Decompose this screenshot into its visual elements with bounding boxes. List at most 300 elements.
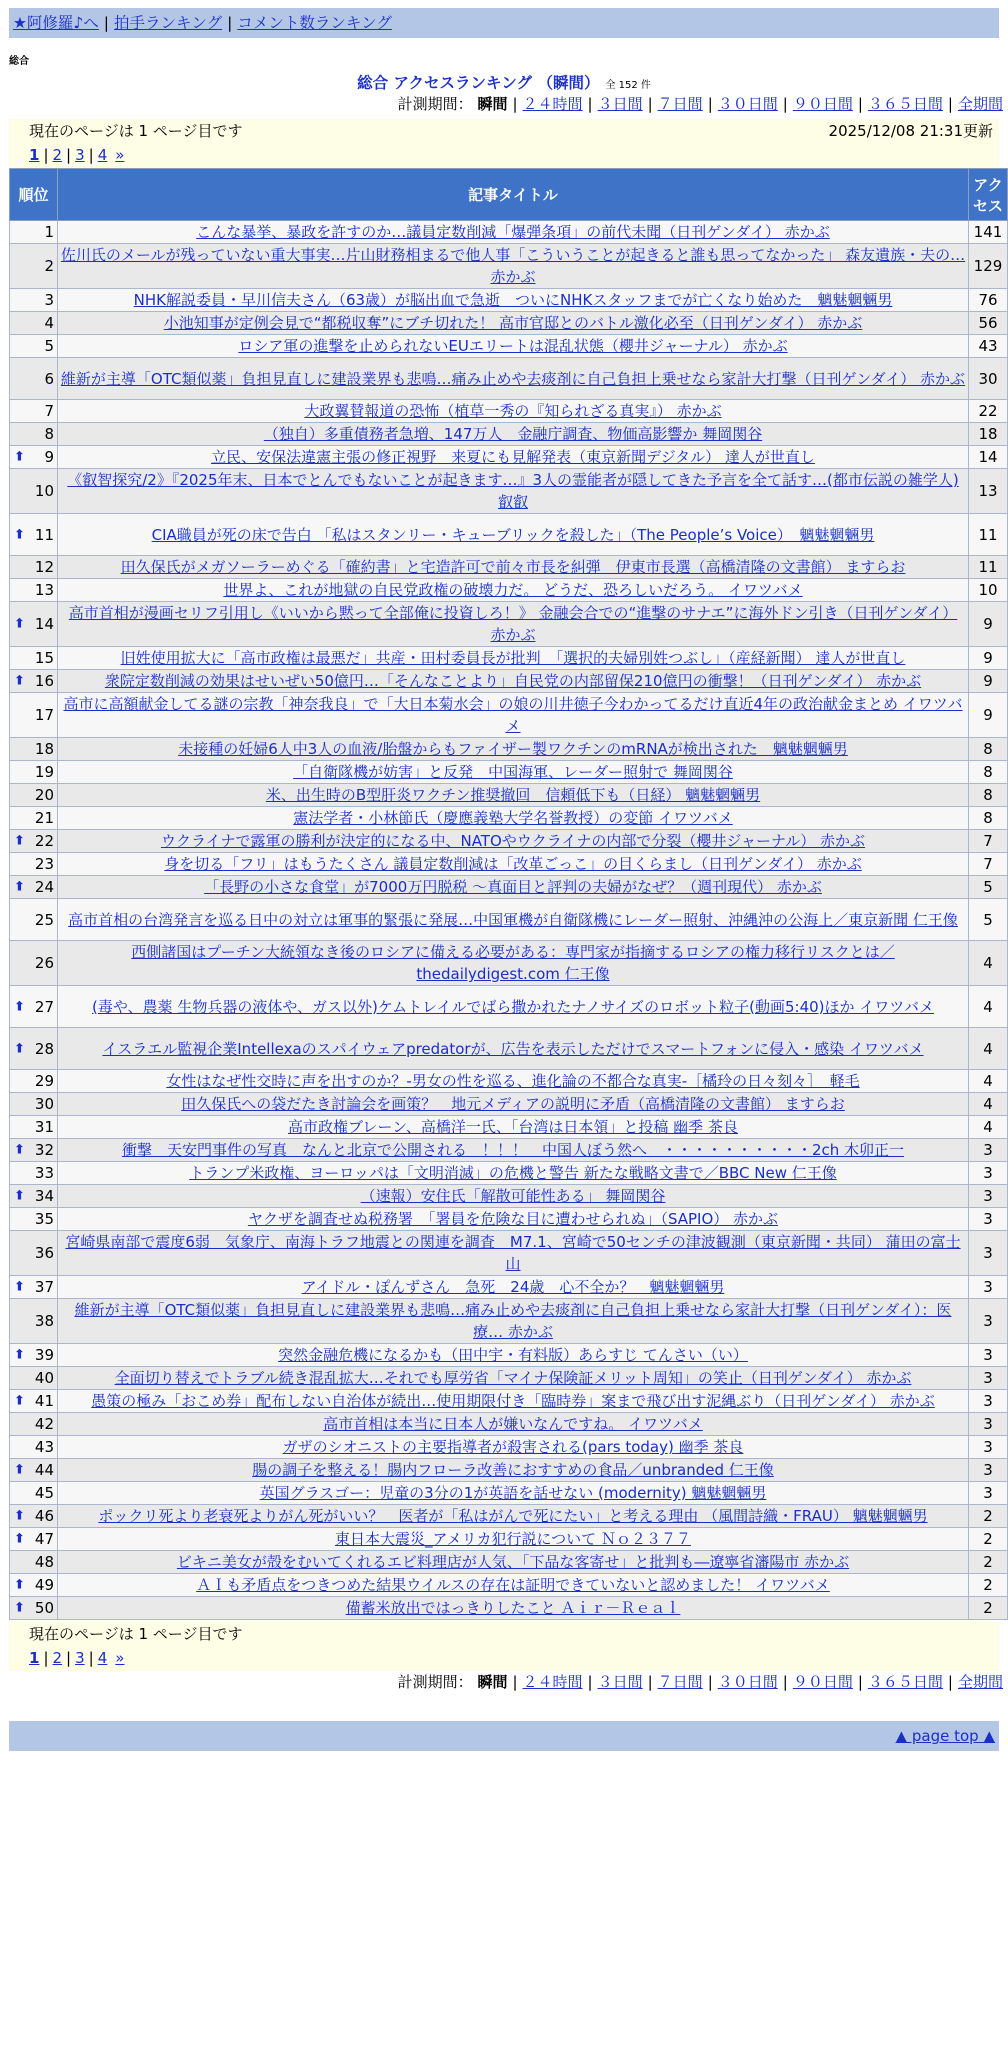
access-count: 3 [969, 1436, 1008, 1459]
article-link[interactable]: （独自）多重債務者急増、147万人 金融庁調査、物価高影響か 舞岡関谷 [263, 425, 763, 443]
article-link[interactable]: 佐川氏のメールが残っていない重大事実…片山財務相まるで他人事「こういうことが起きると誰も思ってなかった」 森友遺族・夫の… 赤かぶ [60, 246, 966, 286]
article-link[interactable]: 未接種の妊婦6人中3人の血液/胎盤からもファイザー製ワクチンのmRNAが検出された 魑魅魍魎男 [178, 740, 848, 758]
article-link[interactable]: ヤクザを調査せぬ税務署 「署員を危険な目に遭わせられぬ」（SAPIO） 赤かぶ [247, 1210, 779, 1228]
article-link[interactable]: ポックリ死より老衰死よりがん死がいい？ 医者が「私はがんで死にたい」と考える理由 （風間詩織・FRAU） 魑魅魍魎男 [98, 1507, 928, 1525]
access-count: 11 [969, 556, 1008, 579]
access-count: 141 [969, 221, 1008, 244]
title-cell [58, 1367, 969, 1390]
rank-number: 35 [34, 1210, 54, 1228]
rank-cell [10, 1208, 58, 1231]
next-page-link[interactable]: » [115, 1649, 125, 1667]
rank-number: 45 [34, 1484, 54, 1502]
title-cell [58, 1093, 969, 1116]
rank-number: 37 [34, 1278, 54, 1296]
rank-number: 25 [34, 910, 54, 929]
rank-cell [10, 289, 58, 312]
table-row [10, 647, 1008, 670]
table-row [10, 556, 1008, 579]
title-header: 記事タイトル [58, 169, 969, 221]
period-365d-link[interactable]: ３６５日間 [867, 1673, 943, 1691]
rank-number: 6 [44, 369, 54, 388]
rank-number: 28 [34, 1039, 54, 1058]
title-cell [58, 853, 969, 876]
article-link[interactable]: (毒や、農薬 生物兵器の液体や、ガス以外)ケムトレイルでばら撒かれたナノサイズのロボット粒子(動画5:40)ほか イワツバメ [92, 997, 934, 1016]
applause-ranking-link[interactable]: 拍手ランキング [114, 14, 223, 32]
title-cell [58, 1162, 969, 1185]
rank-cell [10, 469, 58, 514]
rank-cell [10, 986, 58, 1028]
article-link[interactable]: ウクライナで露軍の勝利が決定的になる中、NATOやウクライナの内部で分裂（櫻井ジャーナル） 赤かぶ [160, 832, 866, 850]
rank-cell [10, 446, 58, 469]
access-count: 9 [969, 670, 1008, 693]
title-cell [58, 289, 969, 312]
rank-up-arrow-icon: ⬆ [14, 999, 25, 1014]
article-link[interactable]: 立民、安保法違憲主張の修正視野 来夏にも見解発表（東京新聞デジタル） 達人が世直し [211, 448, 815, 466]
page-link-3[interactable]: 3 [75, 1649, 85, 1667]
table-row [10, 289, 1008, 312]
table-row [10, 221, 1008, 244]
access-header: アクセス [969, 169, 1008, 221]
category-label: 総合 [9, 56, 29, 67]
access-count: 3 [969, 1162, 1008, 1185]
access-count: 9 [969, 693, 1008, 738]
title-cell [58, 876, 969, 899]
rank-up-arrow-icon: ⬆ [14, 1142, 25, 1158]
table-row [10, 602, 1008, 647]
rank-number: 15 [34, 649, 54, 667]
article-link[interactable]: 小池知事が定例会見で“都税収奪”にブチ切れた！ 高市官邸とのバトル激化必至（日刊ゲンダイ） 赤かぶ [163, 314, 863, 332]
title-cell [58, 830, 969, 853]
rank-number: 27 [34, 997, 54, 1016]
title-cell [58, 1459, 969, 1482]
table-row [10, 986, 1008, 1028]
period-3d-link[interactable]: ３日間 [597, 1673, 643, 1691]
period-7d-link[interactable]: ７日間 [657, 95, 703, 113]
rank-number: 48 [34, 1553, 54, 1571]
rank-up-arrow-icon: ⬆ [14, 673, 25, 689]
table-row [10, 1093, 1008, 1116]
rank-number: 1 [44, 223, 54, 241]
table-row [10, 1574, 1008, 1597]
rank-cell [10, 1597, 58, 1620]
rank-number: 18 [34, 740, 54, 758]
rank-number: 30 [34, 1095, 54, 1113]
table-row [10, 469, 1008, 514]
article-link[interactable]: 維新が主導「OTC類似薬」負担見直しに建設業界も悲鳴…痛み止めや去痰剤に自己負担上乗せなら家計大打撃（日刊ゲンダイ）：医療… 赤かぶ [74, 1301, 952, 1341]
article-link[interactable]: ＡＩも矛盾点をつきつめた結果ウイルスの存在は証明できていないと認めました！ イワツバメ [196, 1576, 830, 1594]
access-count: 76 [969, 289, 1008, 312]
article-link[interactable]: 衝撃 天安門事件の写真 なんと北京で公開される ！！！ 中国人ぼう然へ ・・・・・・・・・・2ch 木卯正一 [121, 1141, 905, 1159]
rank-number: 49 [34, 1576, 54, 1594]
title-cell [58, 602, 969, 647]
table-row [10, 1116, 1008, 1139]
rank-up-arrow-icon: ⬆ [14, 1600, 25, 1616]
period-7d-link[interactable]: ７日間 [657, 1673, 703, 1691]
article-link[interactable]: ロシア軍の進撃を止められないEUエリートは混乱状態（櫻井ジャーナル） 赤かぶ [238, 337, 788, 355]
title-cell [58, 1551, 969, 1574]
rank-number: 31 [34, 1118, 54, 1136]
rank-cell [10, 1390, 58, 1413]
rank-cell [10, 1367, 58, 1390]
access-count: 129 [969, 244, 1008, 289]
title-cell [58, 423, 969, 446]
table-row [10, 1482, 1008, 1505]
rank-cell [10, 1459, 58, 1482]
article-link[interactable]: 東日本大震災_アメリカ犯行説について Ｎｏ２３７７ [335, 1530, 691, 1548]
article-link[interactable]: CIA職員が死の床で告白 「私はスタンリー・キューブリックを殺した」（The People’s Voice） 魑魅魍魎男 [151, 525, 875, 544]
article-link[interactable]: こんな暴挙、暴政を許すのか…議員定数削減「爆弾条項」の前代未聞（日刊ゲンダイ） 赤かぶ [196, 223, 830, 241]
rank-number: 23 [34, 855, 54, 873]
rank-up-arrow-icon: ⬆ [14, 1188, 25, 1204]
page-link-1[interactable]: 1 [29, 146, 40, 164]
period-30d-link[interactable]: ３０日間 [717, 1673, 778, 1691]
table-row [10, 1299, 1008, 1344]
article-link[interactable]: （速報）安住氏「解散可能性ある」 舞岡関谷 [360, 1187, 666, 1205]
table-row [10, 244, 1008, 289]
title-cell [58, 1574, 969, 1597]
rank-up-arrow-icon: ⬆ [14, 1347, 25, 1363]
access-count: 5 [969, 876, 1008, 899]
table-row [10, 738, 1008, 761]
article-link[interactable]: 「自衛隊機が妨害」と反発 中国海軍、レーダー照射で 舞岡関谷 [293, 763, 733, 781]
rank-cell [10, 1185, 58, 1208]
rank-cell [10, 1413, 58, 1436]
rank-cell [10, 1070, 58, 1093]
current-page-text: 現在のページは 1 ページ目です [29, 1625, 243, 1643]
access-count: 56 [969, 312, 1008, 335]
article-link[interactable]: ビキニ美女が殻をむいてくれるエビ料理店が人気、「下品な客寄せ」と批判も―遼寧省瀋陽市 赤かぶ [176, 1553, 850, 1571]
rank-cell [10, 423, 58, 446]
table-row [10, 853, 1008, 876]
rank-cell [10, 693, 58, 738]
updated-timestamp: 2025/12/08 21:31更新 [828, 122, 993, 140]
rank-number: 42 [34, 1415, 54, 1433]
table-row [10, 423, 1008, 446]
page-link-4[interactable]: 4 [97, 1649, 108, 1667]
rank-up-arrow-icon: ⬆ [14, 1577, 25, 1593]
period-selector-bottom: 計測期間： 瞬間 | ２４時間 | ３日間 | ７日間 | ３０日間 | ９０日間 | ３６５日間 | 全期間 [397, 1673, 1003, 1691]
page-title: 総合 アクセスランキング （瞬間） [357, 74, 600, 92]
access-count: 3 [969, 1208, 1008, 1231]
period-current: 瞬間 [477, 95, 508, 113]
rank-number: 29 [34, 1072, 54, 1090]
rank-cell [10, 647, 58, 670]
table-row [10, 514, 1008, 556]
title-cell [58, 1413, 969, 1436]
rank-cell [10, 1116, 58, 1139]
title-cell [58, 469, 969, 514]
rank-up-arrow-icon: ⬆ [14, 1279, 25, 1295]
table-row [10, 807, 1008, 830]
rank-cell [10, 1162, 58, 1185]
rank-number: 22 [34, 832, 54, 850]
article-link[interactable]: 全面切り替えでトラブル続き混乱拡大…それでも厚労省「マイナ保険証メリット周知」の笑止（日刊ゲンダイ） 赤かぶ [114, 1369, 912, 1387]
period-24h-link[interactable]: ２４時間 [522, 1673, 583, 1691]
access-count: 2 [969, 1551, 1008, 1574]
table-row [10, 1139, 1008, 1162]
rank-number: 19 [34, 763, 54, 781]
rank-number: 12 [34, 558, 54, 576]
table-row [10, 446, 1008, 469]
table-row [10, 1028, 1008, 1070]
rank-number: 24 [34, 878, 54, 896]
table-row [10, 1528, 1008, 1551]
access-count: 4 [969, 1093, 1008, 1116]
title-cell [58, 400, 969, 423]
access-count: 3 [969, 1276, 1008, 1299]
article-link[interactable]: 維新が主導「OTC類似薬」負担見直しに建設業界も悲鳴…痛み止めや去痰剤に自己負担上乗せなら家計大打撃（日刊ゲンダイ） 赤かぶ [60, 369, 966, 388]
article-link[interactable]: 大政翼賛報道の恐怖（植草一秀の『知られざる真実』） 赤かぶ [304, 402, 722, 420]
article-link[interactable]: NHK解説委員・早川信夫さん（63歳）が脳出血で急逝 ついにNHKスタッフまでが亡くなり始めた 魑魅魍魎男 [133, 291, 893, 309]
access-count: 3 [969, 1344, 1008, 1367]
title-cell [58, 1597, 969, 1620]
next-page-link[interactable]: » [115, 146, 125, 164]
access-count: 8 [969, 784, 1008, 807]
period-90d-link[interactable]: ９０日間 [792, 95, 853, 113]
access-count: 3 [969, 1367, 1008, 1390]
access-count: 4 [969, 1028, 1008, 1070]
table-row [10, 1185, 1008, 1208]
bottom-bar [9, 1721, 999, 1751]
article-link[interactable]: 突然金融危機になるかも（田中宇・有料版）あらすじ てんさい（い） [278, 1346, 748, 1364]
rank-number: 44 [34, 1461, 54, 1479]
rank-number: 36 [34, 1244, 54, 1262]
rank-cell [10, 1139, 58, 1162]
article-link[interactable]: 旧姓使用拡大に「高市政権は最悪だ」共産・田村委員長が批判 「選択的夫婦別姓つぶし」（産経新聞） 達人が世直し [120, 649, 906, 667]
title-cell [58, 1185, 969, 1208]
rank-cell [10, 1028, 58, 1070]
article-link[interactable]: ガザのシオニストの主要指導者が殺害される(pars today) 幽季 茶良 [282, 1438, 744, 1456]
title-cell [58, 1139, 969, 1162]
period-3d-link[interactable]: ３日間 [597, 95, 643, 113]
rank-up-arrow-icon: ⬆ [14, 616, 25, 632]
table-row [10, 358, 1008, 400]
rank-number: 38 [34, 1312, 54, 1330]
pagination: 1 | 2 | 3 | 4 » [29, 1649, 125, 1667]
table-row [10, 761, 1008, 784]
article-link[interactable]: 高市に高額献金してる謎の宗教「神奈我良」で「大日本菊水会」の娘の川井徳子今わかってるだけ直近4年の政治献金まとめ イワツバメ [63, 695, 963, 735]
rank-number: 17 [34, 706, 54, 724]
rank-number: 2 [44, 257, 54, 275]
period-365d-link[interactable]: ３６５日間 [867, 95, 943, 113]
rank-number: 21 [34, 809, 54, 827]
access-count: 30 [969, 358, 1008, 400]
rank-cell [10, 1482, 58, 1505]
table-row [10, 1597, 1008, 1620]
rank-cell [10, 556, 58, 579]
table-row [10, 1390, 1008, 1413]
table-row [10, 579, 1008, 602]
access-count: 3 [969, 1231, 1008, 1276]
article-link[interactable]: トランプ米政権、ヨーロッパは「文明消滅」の危機と警告 新たな戦略文書で／BBC New 仁王像 [189, 1164, 837, 1182]
rank-cell [10, 761, 58, 784]
article-link[interactable]: 身を切る「フリ」はもうたくさん 議員定数削減は「改革ごっこ」の目くらまし（日刊ゲンダイ） 赤かぶ [164, 855, 862, 873]
rank-cell [10, 602, 58, 647]
article-link[interactable]: 腸の調子を整える！腸内フローラ改善におすすめの食品／unbranded 仁王像 [252, 1461, 774, 1479]
ranking-heading [0, 73, 1008, 93]
divider: | [103, 14, 110, 32]
rank-number: 47 [34, 1530, 54, 1548]
rank-number: 13 [34, 581, 54, 599]
rank-cell [10, 784, 58, 807]
rank-cell [10, 1528, 58, 1551]
title-cell [58, 1505, 969, 1528]
table-row [10, 670, 1008, 693]
rank-number: 39 [34, 1346, 54, 1364]
article-link[interactable]: 世界よ、これが地獄の自民党政権の破壊力だ。 どうだ、恐ろしいだろう。 イワツバメ [223, 581, 803, 599]
title-cell [58, 1528, 969, 1551]
rank-number: 7 [44, 402, 54, 420]
rank-number: 9 [44, 448, 54, 466]
rank-number: 33 [34, 1164, 54, 1182]
rank-cell [10, 807, 58, 830]
period-label: 計測期間： [397, 95, 473, 113]
article-link[interactable]: 憲法学者・小林節氏（慶應義塾大学名誉教授）の変節 イワツバメ [293, 809, 733, 827]
access-count: 9 [969, 647, 1008, 670]
table-row [10, 1459, 1008, 1482]
access-count: 8 [969, 807, 1008, 830]
rank-cell [10, 221, 58, 244]
article-link[interactable]: 高市政権ブレーン、高橋洋一氏、「台湾は日本領」と投稿 幽季 茶良 [288, 1118, 738, 1136]
article-link[interactable]: 備蓄米放出ではっきりしたこと Ａｉｒ－Ｒｅａｌ [345, 1599, 681, 1617]
rank-up-arrow-icon: ⬆ [14, 1393, 25, 1409]
article-link[interactable]: アイドル・ぽんずさん 急死 24歳 心不全か？ 魑魅魍魎男 [301, 1278, 725, 1296]
page-top-link[interactable]: ▲ page top ▲ [895, 1727, 995, 1745]
title-cell [58, 514, 969, 556]
divider: | [227, 14, 233, 32]
rank-cell [10, 670, 58, 693]
article-link[interactable]: 田久保氏がメガソーラーめぐる「確約書」と宅造許可で前々市長を糾弾 伊東市長選（高橋清隆の文書館） ますらお [120, 558, 906, 576]
table-row [10, 1367, 1008, 1390]
title-cell [58, 1276, 969, 1299]
rank-number: 3 [44, 291, 54, 309]
access-count: 3 [969, 1299, 1008, 1344]
title-cell [58, 1231, 969, 1276]
title-cell [58, 1028, 969, 1070]
rank-cell [10, 312, 58, 335]
article-link[interactable]: 「長野の小さな食堂」が7000万円脱税 ～真面目と評判の夫婦がなぜ？（週刊現代） 赤かぶ [204, 878, 822, 896]
table-row [10, 1231, 1008, 1276]
article-link[interactable]: 高市首相は本当に日本人が嫌いなんですね。 イワツバメ [323, 1415, 703, 1433]
title-cell [58, 446, 969, 469]
page-link-2[interactable]: 2 [52, 146, 63, 164]
table-row [10, 1344, 1008, 1367]
title-cell [58, 1390, 969, 1413]
title-cell [58, 358, 969, 400]
title-cell [58, 738, 969, 761]
period-all-link[interactable]: 全期間 [957, 95, 1003, 113]
page-link-4[interactable]: 4 [97, 146, 108, 164]
pagination-box-top [9, 119, 999, 168]
page-link-1[interactable]: 1 [29, 1649, 40, 1667]
access-count: 4 [969, 1070, 1008, 1093]
rank-number: 20 [34, 786, 54, 804]
top-nav-bar [9, 8, 999, 38]
rank-cell [10, 830, 58, 853]
title-cell [58, 1436, 969, 1459]
table-row [10, 1208, 1008, 1231]
pagination: 1 | 2 | 3 | 4 » [29, 146, 125, 164]
table-row [10, 335, 1008, 358]
rank-number: 34 [34, 1187, 54, 1205]
article-link[interactable]: イスラエル監視企業Intellexaのスパイウェアpredatorが、広告を表示しただけでスマートフォンに侵入・感染 イワツバメ [102, 1039, 924, 1058]
table-row [10, 1505, 1008, 1528]
period-24h-link[interactable]: ２４時間 [522, 95, 583, 113]
title-cell [58, 579, 969, 602]
title-cell [58, 312, 969, 335]
title-cell [58, 1116, 969, 1139]
rank-cell [10, 1299, 58, 1344]
access-count: 3 [969, 1139, 1008, 1162]
access-count: 2 [969, 1528, 1008, 1551]
rank-number: 16 [34, 672, 54, 690]
access-count: 43 [969, 335, 1008, 358]
table-row [10, 1070, 1008, 1093]
access-count: 3 [969, 1185, 1008, 1208]
home-link[interactable]: ★阿修羅♪へ [13, 14, 99, 32]
title-cell [58, 221, 969, 244]
rank-up-arrow-icon: ⬆ [14, 1508, 25, 1524]
table-row [10, 1276, 1008, 1299]
access-count: 7 [969, 830, 1008, 853]
table-row [10, 400, 1008, 423]
table-row [10, 784, 1008, 807]
period-30d-link[interactable]: ３０日間 [717, 95, 778, 113]
period-all-link[interactable]: 全期間 [957, 1673, 1003, 1691]
comment-ranking-link[interactable]: コメント数ランキング [237, 14, 392, 32]
title-cell [58, 784, 969, 807]
rank-up-arrow-icon: ⬆ [14, 833, 25, 849]
title-cell [58, 1344, 969, 1367]
rank-cell [10, 1093, 58, 1116]
access-count: 2 [969, 1574, 1008, 1597]
article-link[interactable]: 《叡智探究/2》『2025年末、日本でとんでもないことが起きます…』3人の霊能者が隠してきた予言を全て話す…(都市伝説の雑学人) 叡叡 [67, 471, 959, 511]
article-link[interactable]: 米、出生時のB型肝炎ワクチン推奨撤回 信頼低下も（日経） 魑魅魍魎男 [265, 786, 761, 804]
page-link-2[interactable]: 2 [52, 1649, 63, 1667]
rank-cell [10, 899, 58, 941]
article-link[interactable]: 高市首相が漫画セリフ引用し《いいから黙って全部俺に投資しろ！》 金融会合での“進撃のサナエ”に海外ドン引き（日刊ゲンダイ） 赤かぶ [68, 604, 958, 644]
table-row [10, 876, 1008, 899]
rank-number: 8 [44, 425, 54, 443]
rank-number: 14 [34, 615, 54, 633]
rank-number: 50 [34, 1599, 54, 1617]
ranking-table [9, 168, 1008, 1620]
access-count: 18 [969, 423, 1008, 446]
article-link[interactable]: 高市首相の台湾発言を巡る日中の対立は軍事的緊張に発展…中国軍機が自衛隊機にレーダー照射、沖縄沖の公海上／東京新聞 仁王像 [68, 910, 958, 929]
rank-number: 5 [44, 337, 54, 355]
access-count: 5 [969, 899, 1008, 941]
article-link[interactable]: 宮崎県南部で震度6弱 気象庁、南海トラフ地震との関連を調査 M7.1、宮崎で50センチの津波観測（東京新聞・共同） 蒲田の富士山 [65, 1233, 961, 1273]
page-link-3[interactable]: 3 [75, 146, 85, 164]
article-link[interactable]: 愚策の極み「おこめ券」配布しない自治体が続出…使用期限付き「臨時券」案まで飛び出す泥縄ぶり（日刊ゲンダイ） 赤かぶ [91, 1392, 935, 1410]
title-cell [58, 1208, 969, 1231]
article-link[interactable]: 田久保氏への袋だたき討論会を画策？ 地元メディアの説明に矛盾（高橋清隆の文書館） ますらお [181, 1095, 845, 1113]
article-link[interactable]: 英国グラスゴー：児童の3分の1が英語を話せない (modernity) 魑魅魍魎男 [259, 1484, 767, 1502]
access-count: 3 [969, 1459, 1008, 1482]
article-link[interactable]: 女性はなぜ性交時に声を出すのか？-男女の性を巡る、進化論の不都合な真実-［橘玲の日々刻々］ 軽毛 [166, 1072, 860, 1090]
access-count: 4 [969, 986, 1008, 1028]
table-row [10, 693, 1008, 738]
pagination-box-bottom [9, 1622, 999, 1671]
article-link[interactable]: 西側諸国はプーチン大統領なき後のロシアに備える必要がある：専門家が指摘するロシアの権力移行リスクとは／thedailydigest.com 仁王像 [131, 943, 895, 983]
rank-up-arrow-icon: ⬆ [14, 1462, 25, 1478]
title-cell [58, 761, 969, 784]
access-count: 9 [969, 602, 1008, 647]
article-link[interactable]: 衆院定数削減の効果はせいぜい50億円…「そんなことより」自民党の内部留保210億円の衝撃！（日刊ゲンダイ） 赤かぶ [104, 672, 922, 690]
rank-cell [10, 244, 58, 289]
period-90d-link[interactable]: ９０日間 [792, 1673, 853, 1691]
access-count: 14 [969, 446, 1008, 469]
